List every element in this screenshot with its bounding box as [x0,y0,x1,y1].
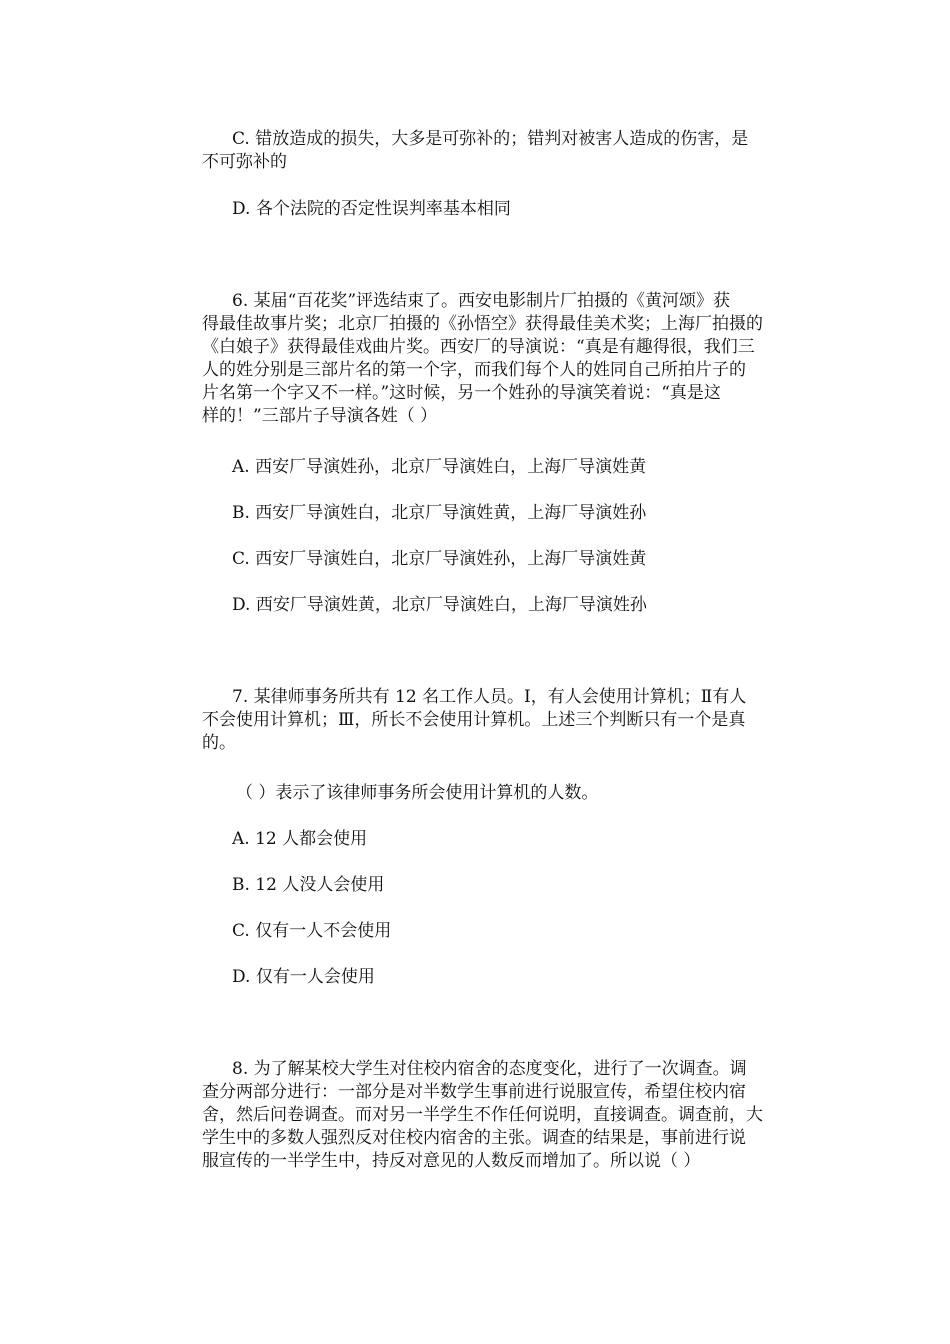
q6-option-d: D. 西安厂导演姓黄，北京厂导演姓白，上海厂导演姓孙 [232,595,647,615]
q6-option-c: C. 西安厂导演姓白，北京厂导演姓孙，上海厂导演姓黄 [232,549,647,569]
q6-stem-line: 人的姓分别是三部片名的第一个字，而我们每个人的姓同自己所拍片子的 [202,360,746,380]
q7-stem-line: 的。 [202,733,236,753]
q8-stem-line: 8. 为了解某校大学生对住校内宿舍的态度变化，进行了一次调查。调 [232,1059,747,1079]
q5-option-d: D. 各个法院的否定性误判率基本相同 [232,199,511,219]
q6-stem-line: 片名第一个字又不一样。”这时候，另一个姓孙的导演笑着说：“真是这 [202,383,721,403]
q7-option-c: C. 仅有一人不会使用 [232,921,392,941]
q7-option-b: B. 12 人没人会使用 [232,875,385,895]
q6-option-b: B. 西安厂导演姓白，北京厂导演姓黄，上海厂导演姓孙 [232,503,647,523]
q6-option-a: A. 西安厂导演姓孙，北京厂导演姓白，上海厂导演姓黄 [232,457,647,477]
q8-stem-line: 查分两部分进行：一部分是对半数学生事前进行说服宣传，希望住校内宿 [202,1082,746,1102]
q6-stem-line: 6. 某届“百花奖”评选结束了。西安电影制片厂拍摄的《黄河颂》获 [232,291,731,311]
q8-stem [202,1058,808,1173]
q7-stem-line: 7. 某律师事务所共有 12 名工作人员。Ⅰ，有人会使用计算机；Ⅱ有人 [232,687,747,707]
q8-stem-line: 学生中的多数人强烈反对住校内宿舍的主张。调查的结果是，事前进行说 [202,1128,746,1148]
q8-stem-line: 舍，然后问卷调查。而对另一半学生不作任何说明，直接调查。调查前，大 [202,1105,763,1125]
q5-option-c-line: C. 错放造成的损失，大多是可弥补的；错判对被害人造成的伤害，是 [232,129,749,149]
q7-stem-line: 不会使用计算机；Ⅲ，所长不会使用计算机。上述三个判断只有一个是真 [202,710,746,730]
q7-prompt: （ ）表示了该律师事务所会使用计算机的人数。 [236,783,599,803]
q6-stem-line: 《白娘子》获得最佳戏曲片奖。西安厂的导演说：“真是有趣得很，我们三 [202,337,755,357]
q7-option-d: D. 仅有一人会使用 [232,967,375,987]
q6-stem-line: 得最佳故事片奖；北京厂拍摄的《孙悟空》获得最佳美术奖；上海厂拍摄的 [202,314,763,334]
q5-option-c [202,128,808,174]
q8-stem-line: 服宣传的一半学生中，持反对意见的人数反而增加了。所以说（ ） [202,1151,701,1171]
q6-stem-line: 样的！”三部片子导演各姓（ ） [202,406,438,426]
q7-option-a: A. 12 人都会使用 [232,829,368,849]
q5-option-c-line: 不可弥补的 [202,152,287,172]
q6-stem [202,290,808,428]
q7-stem [202,686,808,755]
